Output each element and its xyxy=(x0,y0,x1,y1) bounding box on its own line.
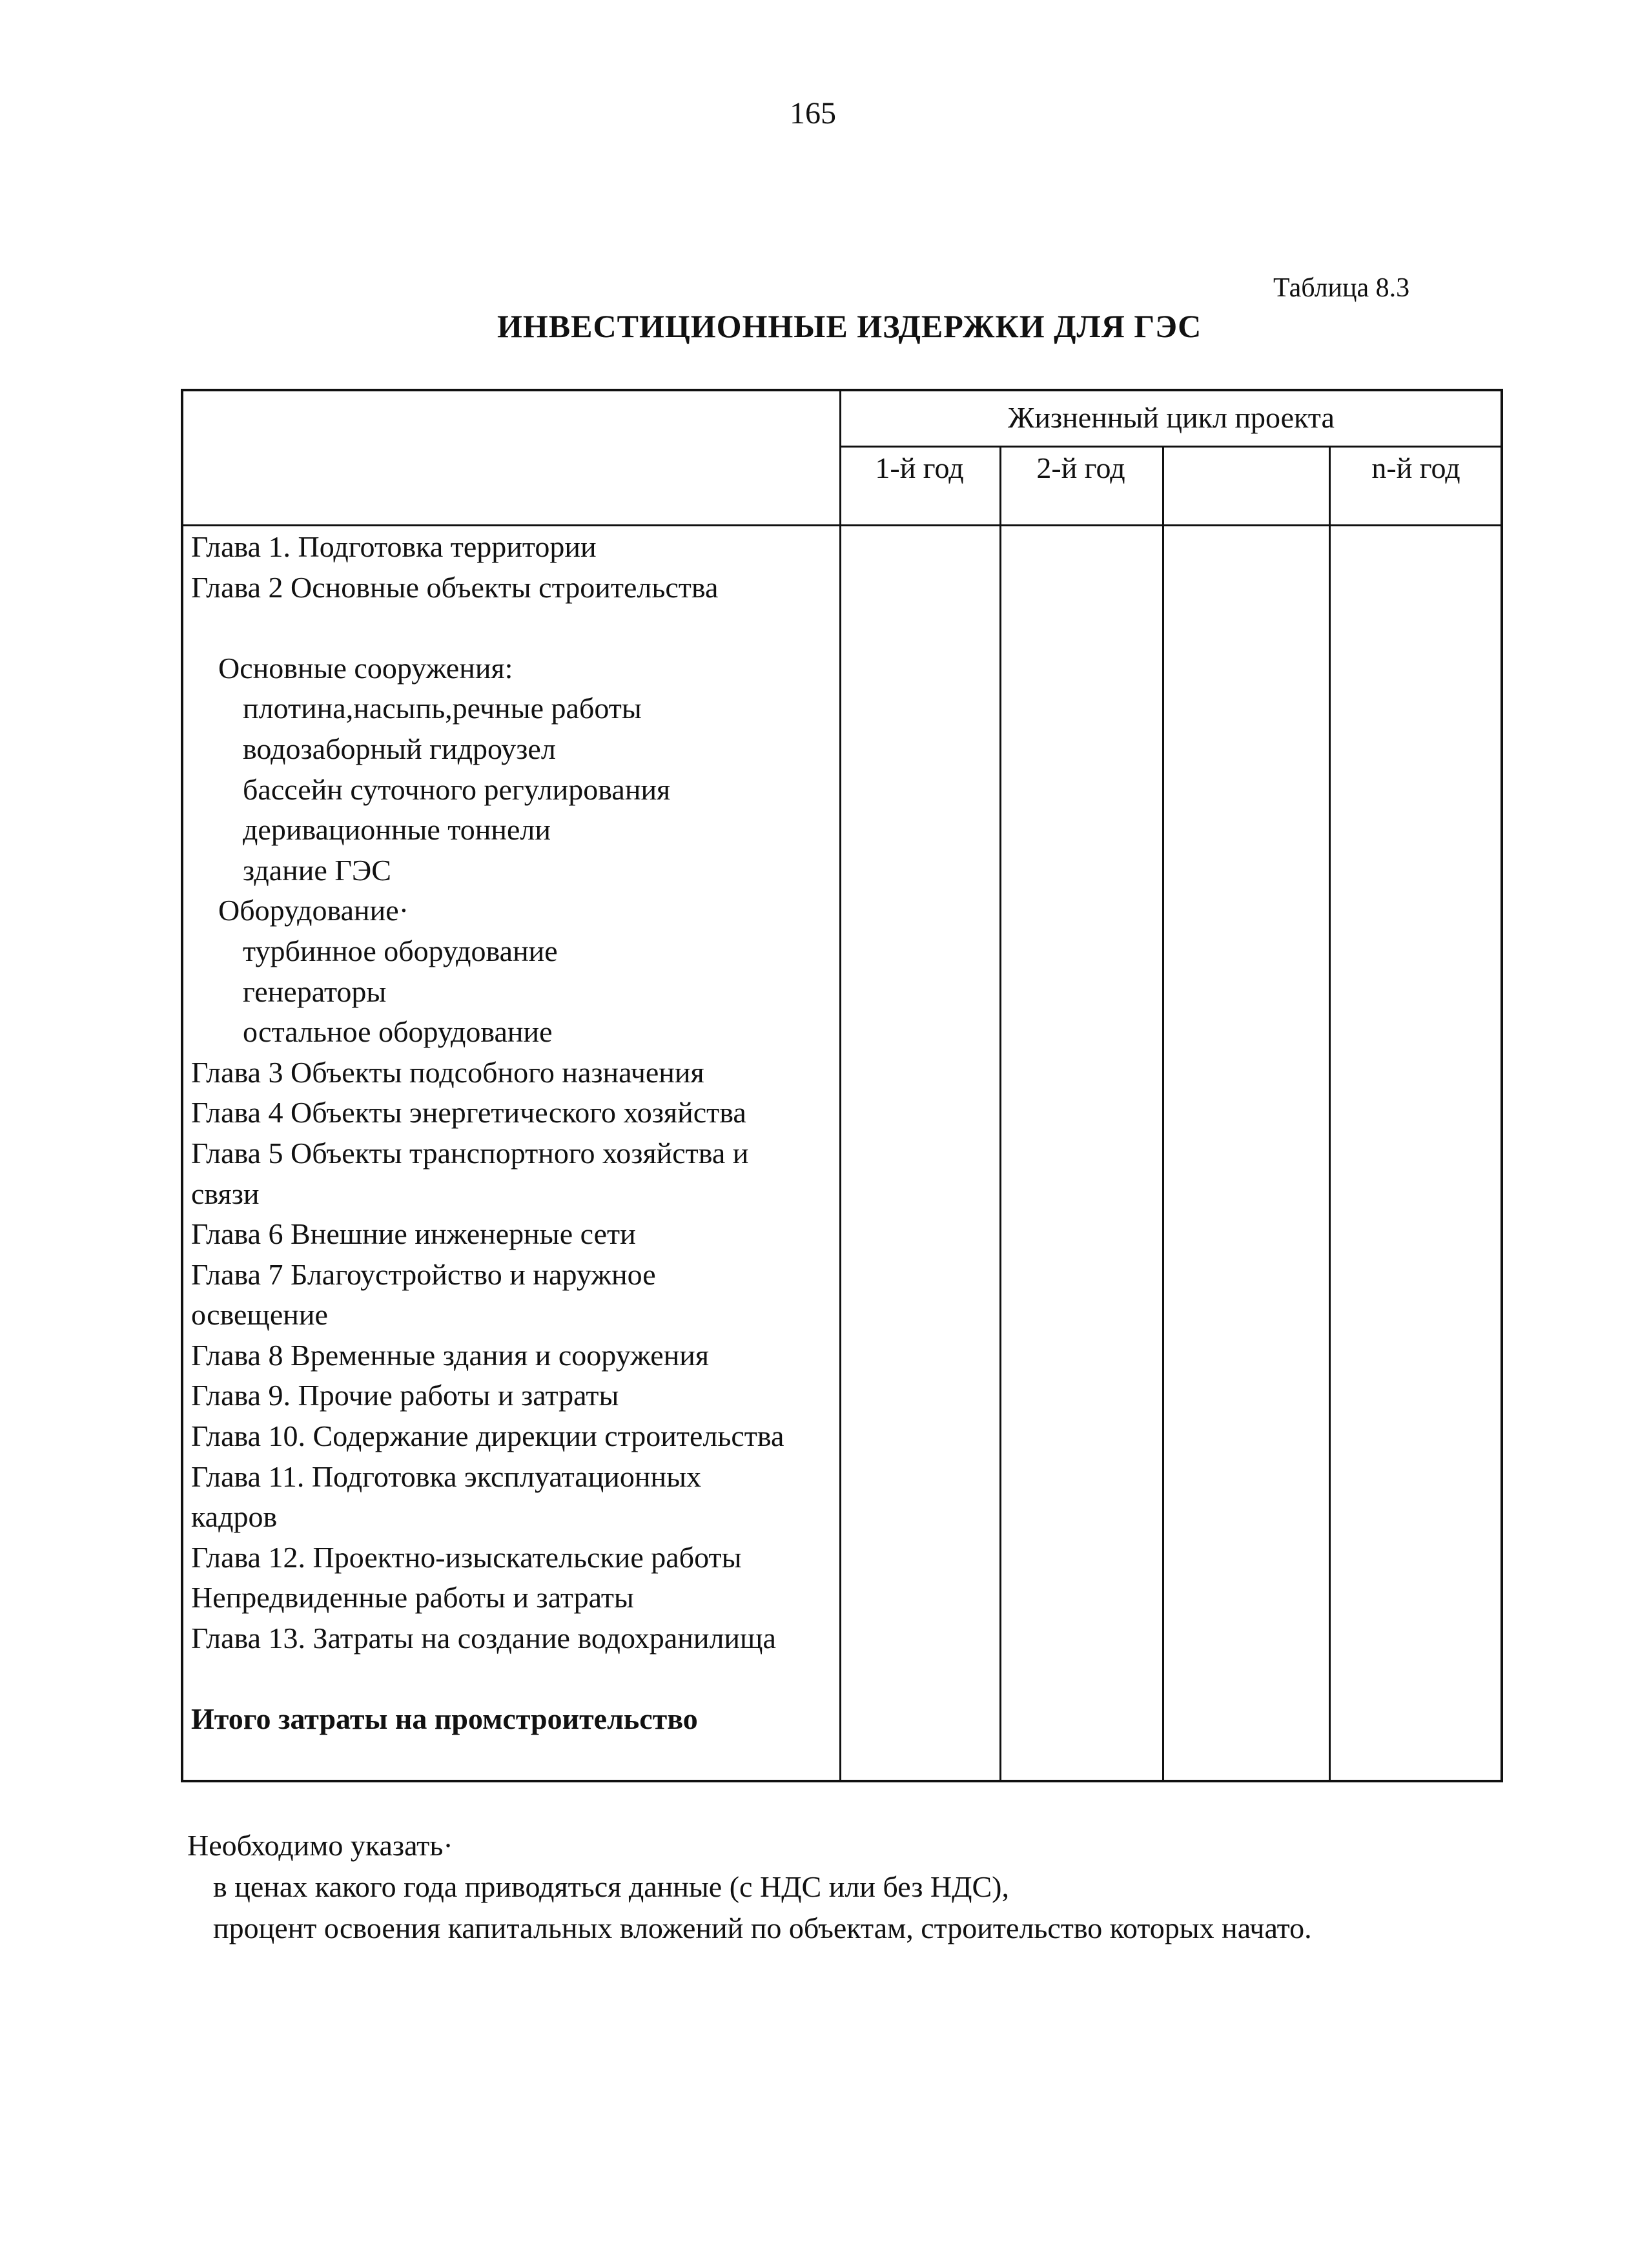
table-row xyxy=(191,608,837,648)
table-row: Глава 4 Объекты энергетического хозяйства xyxy=(191,1096,746,1129)
table-row: деривационные тоннели xyxy=(243,813,551,847)
table-row: Глава 12. Проектно-изыскательские работы xyxy=(191,1540,742,1574)
table-row: Глава 7 Благоустройство и наружное xyxy=(191,1257,656,1291)
table-row: Оборудование· xyxy=(218,894,409,927)
note-item: процент освоения капитальных вложений по объектам, строительство которых начато. xyxy=(213,1912,1312,1944)
table-row: Глава 8 Временные здания и сооружения xyxy=(191,1338,710,1372)
table-row: освещение xyxy=(191,1298,328,1332)
column-header-year-1: 1-й год xyxy=(875,451,964,484)
header-bottom-border xyxy=(183,524,1503,526)
column-divider xyxy=(1162,446,1164,1782)
lifecycle-group-header: Жизненный цикл проекта xyxy=(1008,401,1335,434)
column-header-year-n: n-й год xyxy=(1371,451,1460,484)
note-item: в ценах какого года приводяться данные (с НДС или без НДС), xyxy=(213,1870,1009,1903)
table-row: здание ГЭС xyxy=(243,853,391,887)
table-row: остальное оборудование xyxy=(243,1015,553,1049)
table-row: Глава 11. Подготовка эксплуатационных xyxy=(191,1459,702,1493)
table-total-row: Итого затраты на промстроительство xyxy=(191,1702,698,1736)
table-row: Основные сооружения: xyxy=(218,651,513,685)
table-label: Таблица 8.3 xyxy=(1273,273,1410,303)
table-row: Глава 10. Содержание дирекции строительства xyxy=(191,1419,784,1453)
notes-intro: Необходимо указать· xyxy=(187,1829,453,1862)
column-divider xyxy=(1329,446,1331,1782)
column-header-year-2: 2-й год xyxy=(1036,451,1125,484)
table-row: Непредвиденные работы и затраты xyxy=(191,1581,634,1614)
table-row: связи xyxy=(191,1177,260,1210)
header-divider xyxy=(839,446,1503,448)
page-number: 165 xyxy=(790,96,836,130)
table-row: водозаборный гидроузел xyxy=(243,732,556,765)
table-row xyxy=(191,1659,837,1700)
table-row: кадров xyxy=(191,1500,278,1534)
table-rows xyxy=(191,527,837,1740)
table-row: Глава 13. Затраты на создание водохранилища xyxy=(191,1622,776,1655)
notes-section xyxy=(187,1825,1312,1949)
table-row: Глава 6 Внешние инженерные сети xyxy=(191,1217,636,1251)
table-row: Глава 3 Объекты подсобного назначения xyxy=(191,1055,704,1089)
table-row: генераторы xyxy=(243,974,387,1008)
table-row: Глава 1. Подготовка территории xyxy=(191,530,597,563)
page-title: ИНВЕСТИЦИОННЫЕ ИЗДЕРЖКИ ДЛЯ ГЭС xyxy=(497,308,1202,344)
table-row: Глава 2 Основные объекты строительства xyxy=(191,570,719,604)
column-divider xyxy=(999,446,1001,1782)
table-row: Глава 9. Прочие работы и затраты xyxy=(191,1379,619,1412)
column-divider xyxy=(839,391,841,1782)
table-row: бассейн суточного регулирования xyxy=(243,772,671,806)
table-row: плотина,насыпь,речные работы xyxy=(243,692,642,725)
table-row: Глава 5 Объекты транспортного хозяйства и xyxy=(191,1136,749,1170)
investment-costs-table xyxy=(181,389,1503,1782)
table-row: турбинное оборудование xyxy=(243,934,558,967)
